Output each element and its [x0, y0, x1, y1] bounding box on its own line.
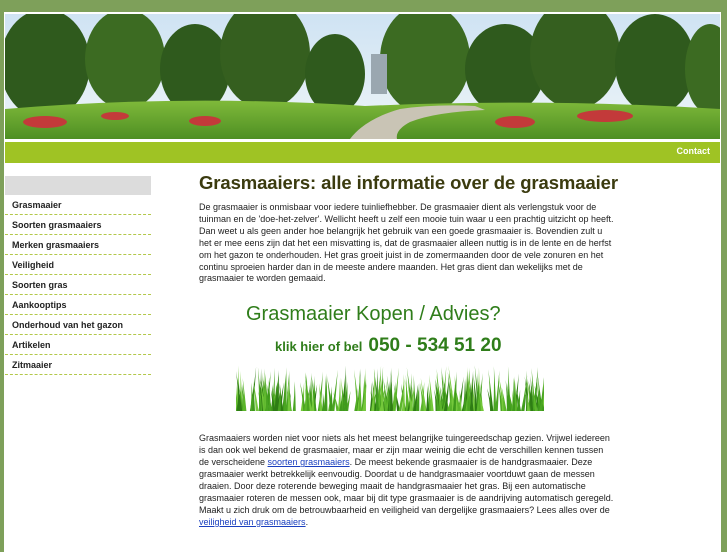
advice-banner[interactable] [234, 303, 544, 423]
sidebar-item-artikelen[interactable]: Artikelen [5, 336, 151, 355]
grass-image [236, 365, 544, 411]
sidebar-item-merken-grasmaaiers[interactable]: Merken grasmaaiers [5, 236, 151, 255]
sidebar-item-aankooptips[interactable]: Aankooptips [5, 296, 151, 315]
call-prefix-text: klik hier of bel [275, 339, 363, 355]
sidebar-item-soorten-grasmaaiers[interactable]: Soorten grasmaaiers [5, 216, 151, 235]
advice-banner-call [275, 335, 502, 357]
body-text-part3: . [305, 516, 309, 527]
link-soorten-grasmaaiers[interactable]: soorten grasmaaiers [267, 457, 350, 468]
sidebar-item-veiligheid[interactable]: Veiligheid [5, 256, 151, 275]
page-frame [4, 12, 721, 552]
sidebar-header [5, 176, 151, 195]
link-veiligheid-grasmaaiers[interactable]: veiligheid van grasmaaiers [199, 516, 306, 527]
nav-link-contact[interactable]: Contact [676, 146, 710, 156]
body-text-part2: . De meest bekende grasmaaier is de handgrasmaaier. Deze grasmaaier werkt betrekkelijk eenvoudig. Doordat u de handgrasmaaier voortduwt gaan de messen draaien. Door deze roterende beweging maait de handgrasmaaier het gras. Bij een automatische grasmaaier roteren de messen ook, maar bij dit type grasmaaier is de aandrijving automatisch geregeld. Maakt u zich druk om de betrouwbaarheid en veiligheid van dergelijke grasmaaiers? Lees alles over de [199, 457, 614, 515]
sidebar-item-grasmaaier[interactable]: Grasmaaier [5, 196, 151, 215]
advice-banner-title: Grasmaaier Kopen / Advies? [246, 303, 501, 326]
body-paragraph [199, 433, 614, 528]
main-content [199, 168, 618, 529]
sidebar-item-soorten-gras[interactable]: Soorten gras [5, 276, 151, 295]
top-nav-bar [5, 142, 720, 163]
sidebar-item-zitmaaier[interactable]: Zitmaaier [5, 356, 151, 375]
sidebar-menu [5, 176, 151, 375]
intro-paragraph: De grasmaaier is onmisbaar voor iedere tuinliefhebber. De grasmaaier dient als verlengstuk voor de tuinman en de 'doe-het-zelver'. Wellicht heeft u zelf een mooie tuin waar u een prachtig uitzicht op heeft. Dan weet u als geen ander hoe belangrijk het gebruik van een goede grasmaaier is. Bovendien zult u het er mee eens zijn dat het een misvatting is, dat de grasmaaier alleen nuttig is in de lente en de herfst om het gazon te onderhouden. Het gras groeit juist in de zomermaanden door de vele zonuren en het continu sproeien harder dan in de meeste andere maanden. Het gras dient dan wekelijks met de grasmaaier te worden gemaaid. [199, 202, 614, 284]
header-banner-image [5, 14, 720, 139]
sidebar-item-onderhoud-gazon[interactable]: Onderhoud van het gazon [5, 316, 151, 335]
page-title: Grasmaaiers: alle informatie over de grasmaaier [199, 172, 618, 193]
phone-number[interactable]: 050 - 534 51 20 [368, 335, 502, 357]
body-text-part1: Grasmaaiers worden niet voor niets als het meest belangrijke tuingereedschap gezien. Vrijwel iedereen is dan ook wel bekend de grasmaaier, maar er zijn maar weinig die echt de verschillen kennen tussen de verscheidene [199, 433, 610, 468]
